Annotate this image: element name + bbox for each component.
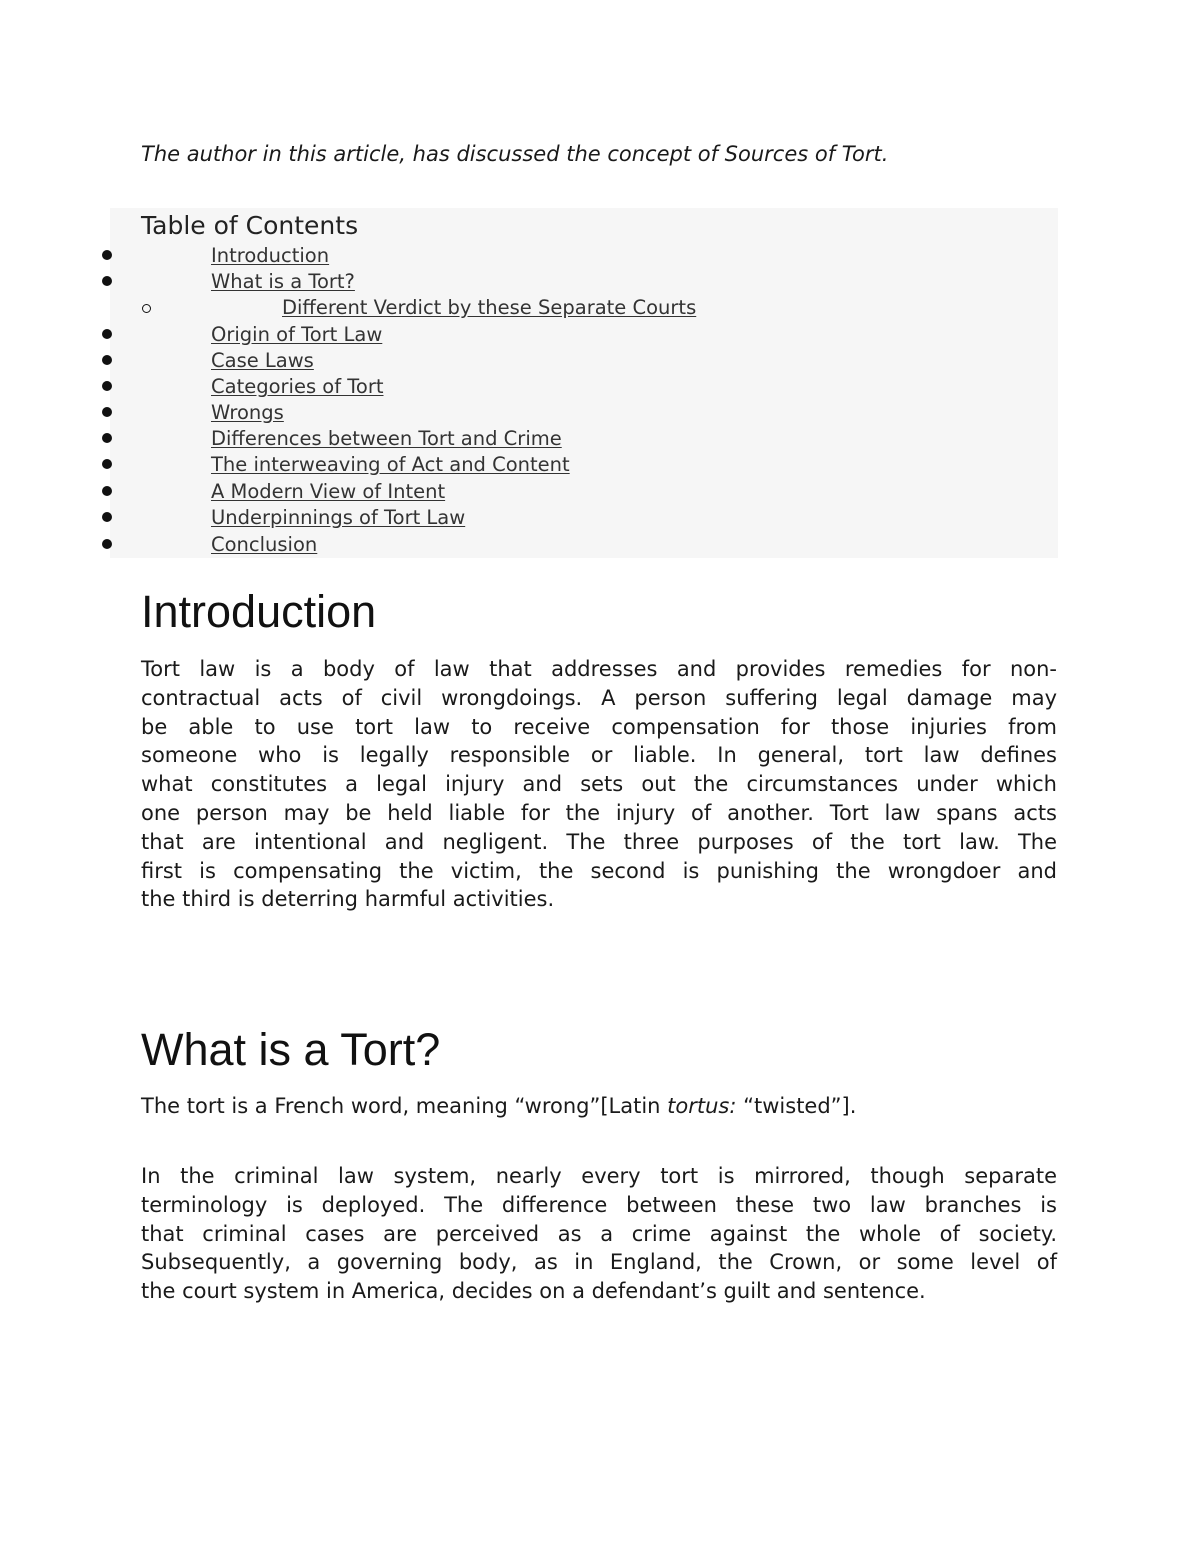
- toc-link[interactable]: What is a Tort?: [211, 270, 355, 293]
- definition-suffix: “twisted”].: [736, 1094, 857, 1118]
- toc-item-modern-view[interactable]: [100, 480, 1058, 506]
- toc-item-conclusion[interactable]: [100, 533, 1058, 559]
- toc-item-interweaving[interactable]: [100, 453, 1058, 479]
- paragraph-line: someone who is legally responsible or liable. In general, tort law defines: [141, 743, 1057, 768]
- paragraph-line: that criminal cases are perceived as a crime against the whole of society.: [141, 1221, 1057, 1246]
- toc-item-different-verdict[interactable]: [100, 296, 1058, 322]
- toc-link[interactable]: Differences between Tort and Crime: [211, 427, 562, 450]
- toc-link[interactable]: Underpinnings of Tort Law: [211, 506, 466, 529]
- toc-item-origin[interactable]: [100, 323, 1058, 349]
- paragraph-line: the third is deterring harmful activities.: [141, 887, 555, 912]
- bullet-icon: [102, 329, 112, 339]
- toc-link[interactable]: Case Laws: [211, 349, 314, 372]
- bullet-icon: [102, 355, 112, 365]
- toc-link[interactable]: Introduction: [211, 244, 330, 267]
- criminal-law-paragraph: [141, 1162, 1057, 1306]
- bullet-icon: [102, 433, 112, 443]
- toc-link[interactable]: The interweaving of Act and Content: [211, 453, 570, 476]
- toc-item-what-is-tort[interactable]: [100, 270, 1058, 296]
- paragraph-line: first is compensating the victim, the second is punishing the wrongdoer and: [141, 858, 1057, 883]
- toc-link[interactable]: Different Verdict by these Separate Courts: [282, 296, 697, 319]
- section-heading-introduction: Introduction: [141, 586, 377, 637]
- toc-link[interactable]: Origin of Tort Law: [211, 323, 383, 346]
- toc-item-categories[interactable]: [100, 375, 1058, 401]
- introduction-paragraph: [141, 655, 1057, 914]
- bullet-icon: [102, 512, 112, 522]
- bullet-icon: [102, 539, 112, 549]
- hollow-bullet-icon: [142, 304, 151, 313]
- paragraph-line: one person may be held liable for the injury of another. Tort law spans acts: [141, 800, 1057, 825]
- paragraph-line: be able to use tort law to receive compensation for those injuries from: [141, 714, 1057, 739]
- definition-prefix: The tort is a French word, meaning “wrong”[Latin: [141, 1094, 668, 1118]
- paragraph-line: Subsequently, a governing body, as in England, the Crown, or some level of: [141, 1250, 1057, 1275]
- toc-link[interactable]: A Modern View of Intent: [211, 480, 446, 503]
- bullet-icon: [102, 407, 112, 417]
- bullet-icon: [102, 250, 112, 260]
- paragraph-line: In the criminal law system, nearly every tort is mirrored, though separate: [141, 1164, 1057, 1188]
- paragraph-line: Tort law is a body of law that addresses and provides remedies for non-: [141, 657, 1057, 681]
- section-heading-what-is-tort: What is a Tort?: [141, 1024, 441, 1075]
- toc-item-wrongs[interactable]: [100, 401, 1058, 427]
- toc-item-differences[interactable]: [100, 427, 1058, 453]
- bullet-icon: [102, 459, 112, 469]
- article-intro: The author in this article, has discussed the concept of Sources of Tort.: [141, 142, 889, 166]
- tort-definition: [141, 1094, 856, 1118]
- toc-title: Table of Contents: [141, 211, 359, 240]
- paragraph-line: that are intentional and negligent. The three purposes of the tort law. The: [141, 829, 1057, 854]
- toc-link[interactable]: Wrongs: [211, 401, 284, 424]
- bullet-icon: [102, 486, 112, 496]
- toc-link[interactable]: Categories of Tort: [211, 375, 384, 398]
- toc-item-case-laws[interactable]: [100, 349, 1058, 375]
- bullet-icon: [102, 381, 112, 391]
- bullet-icon: [102, 276, 112, 286]
- paragraph-line: contractual acts of civil wrongdoings. A person suffering legal damage may: [141, 685, 1057, 710]
- toc-link[interactable]: Conclusion: [211, 533, 318, 556]
- definition-latin: tortus:: [667, 1094, 737, 1118]
- table-of-contents: [100, 208, 1058, 558]
- paragraph-line: what constitutes a legal injury and sets out the circumstances under which: [141, 772, 1057, 797]
- paragraph-line: terminology is deployed. The difference between these two law branches is: [141, 1192, 1057, 1217]
- toc-item-introduction[interactable]: [100, 244, 1058, 270]
- paragraph-line: the court system in America, decides on a defendant’s guilt and sentence.: [141, 1279, 926, 1304]
- toc-item-underpinnings[interactable]: [100, 506, 1058, 532]
